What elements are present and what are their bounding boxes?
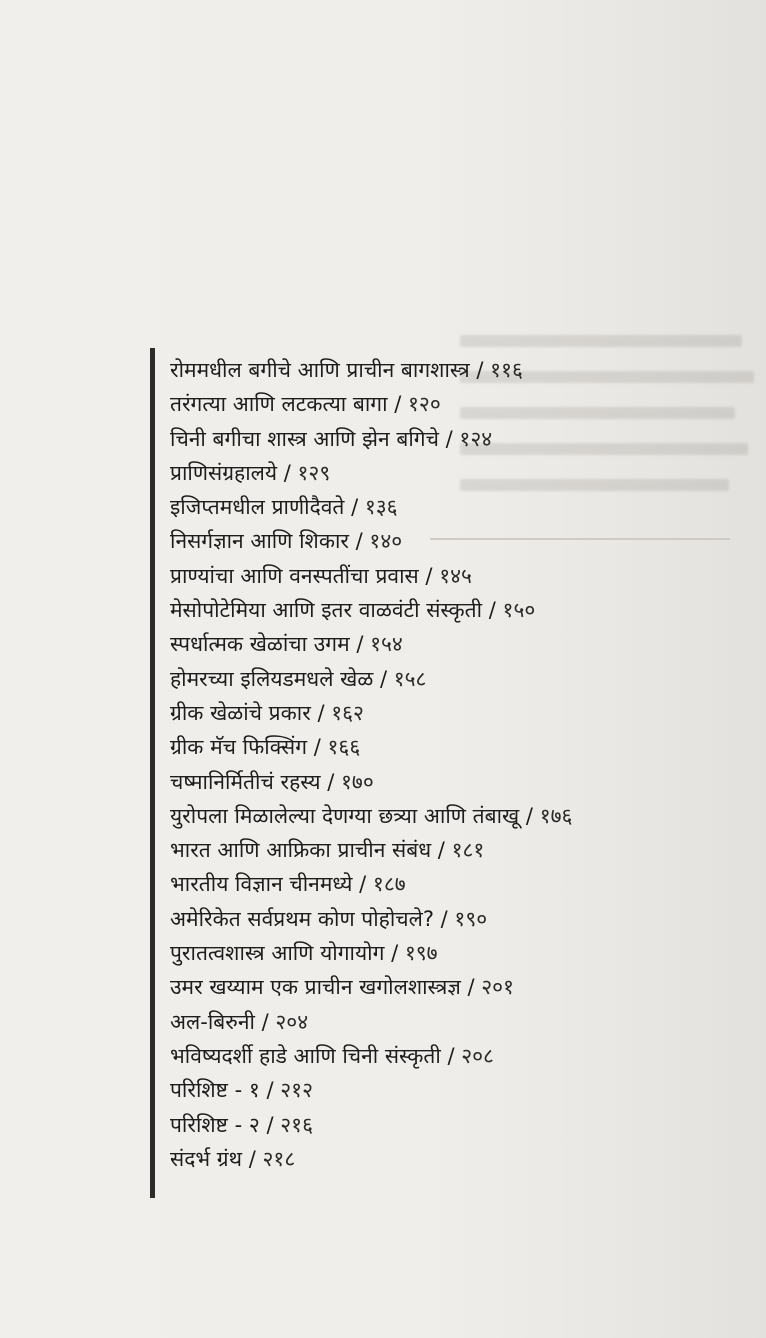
toc-entry-page: १६२ [331,700,364,725]
toc-entry-title: संदर्भ ग्रंथ [170,1146,243,1171]
toc-entry-page: २०४ [275,1009,309,1034]
toc-entry-page: ११६ [490,358,523,382]
toc-entry-title: अमेरिकेत सर्वप्रथम कोण पोहोचले? [170,906,434,931]
toc-entry-title: ग्रीक मॅच फिक्सिंग [170,735,308,760]
toc-entry: संदर्भ ग्रंथ / २१८ [170,1146,296,1171]
toc-entry-page: १२४ [459,426,493,451]
toc-entry-title: ग्रीक खेळांचे प्रकार [170,700,311,725]
toc-entry: ग्रीक मॅच फिक्सिंग / १६६ [170,735,361,760]
toc-entry-page: १६६ [327,735,361,760]
toc-entry-title: युरोपला मिळालेल्या देणग्या छत्र्या आणि तंबाखू [170,803,520,828]
toc-entry-title: इजिप्तमधील प्राणीदैवते [170,495,345,520]
toc-entry: ग्रीक खेळांचे प्रकार / १६२ [170,700,364,725]
toc-entry-title: प्राण्यांचा आणि वनस्पतींचा प्रवास [170,563,419,588]
toc-entry-title: तरंगत्या आणि लटकत्या बागा [170,392,388,417]
toc-entry-title: स्पर्धात्मक खेळांचा उगम [170,632,350,657]
toc-entry: मेसोपोटेमिया आणि इतर वाळवंटी संस्कृती / १५० [170,598,536,623]
toc-entry: भारतीय विज्ञान चीनमध्ये / १८७ [170,872,406,897]
toc-entry-page: २१२ [280,1078,313,1103]
toc-entry-title: प्राणिसंग्रहालये [170,460,278,485]
toc-entry: होमरच्या इलियडमधले खेळ / १५८ [170,666,427,691]
toc-entry-page: १८७ [372,872,406,897]
toc-entry-page: १९० [454,906,488,931]
toc-entry: चिनी बगीचा शास्त्र आणि झेन बगिचे / १२४ [170,426,493,451]
toc-entry: अल-बिरुनी / २०४ [170,1009,309,1034]
toc-entry: तरंगत्या आणि लटकत्या बागा / १२० [170,392,441,417]
toc-entry-title: परिशिष्ट - १ [170,1078,260,1103]
toc-entry-title: मेसोपोटेमिया आणि इतर वाळवंटी संस्कृती [170,598,483,623]
toc-entry: रोममधील बगीचे आणि प्राचीन बागशास्त्र / ११६ [170,358,523,382]
toc-entry-title: रोममधील बगीचे आणि प्राचीन बागशास्त्र [170,358,470,382]
toc-entry-title: पुरातत्वशास्त्र आणि योगायोग [170,941,385,966]
toc-entry-title: होमरच्या इलियडमधले खेळ [170,666,374,691]
toc-entry-page: १७० [341,769,374,794]
toc-entry: इजिप्तमधील प्राणीदैवते / १३६ [170,495,398,520]
toc-entry-title: उमर खय्याम एक प्राचीन खगोलशास्त्रज्ञ [170,975,461,1000]
toc-entry-page: २०१ [481,975,514,1000]
toc-entry-page: १५० [502,598,536,623]
toc-entry-title: भारतीय विज्ञान चीनमध्ये [170,872,353,897]
toc-entry-title: भविष्यदर्शी हाडे आणि चिनी संस्कृती [170,1043,441,1068]
toc-entry: निसर्गज्ञान आणि शिकार / १४० [170,529,403,554]
toc-entry-page: १२० [408,392,441,417]
toc-entry-page: १३६ [364,495,398,520]
toc-entry-page: १५४ [370,632,403,657]
toc-entry-title: चष्मानिर्मितीचं रहस्य [170,769,321,794]
toc-entry: युरोपला मिळालेल्या देणग्या छत्र्या आणि तंबाखू / १७६ [170,803,573,828]
table-of-contents [170,353,572,1176]
toc-entry: पुरातत्वशास्त्र आणि योगायोग / १९७ [170,941,438,966]
toc-entry-page: १५८ [393,666,427,691]
toc-entry-page: १४० [369,529,403,554]
toc-entry-title: निसर्गज्ञान आणि शिकार [170,529,349,554]
toc-entry-title: भारत आणि आफ्रिका प्राचीन संबंध [170,838,432,863]
toc-entry: भारत आणि आफ्रिका प्राचीन संबंध / १८१ [170,838,485,863]
toc-margin-rule [150,348,155,1198]
toc-entry: भविष्यदर्शी हाडे आणि चिनी संस्कृती / २०८ [170,1043,494,1068]
toc-entry: परिशिष्ट - २ / २१६ [170,1112,313,1137]
toc-entry-page: १२९ [297,460,331,485]
toc-entry-page: १९७ [404,941,438,966]
toc-entry-title: परिशिष्ट - २ [170,1112,260,1137]
toc-entry-page: १४५ [439,563,472,588]
toc-entry-title: चिनी बगीचा शास्त्र आणि झेन बगिचे [170,426,439,451]
toc-entry-page: १७६ [539,803,573,828]
toc-entry-page: २०८ [461,1043,494,1068]
toc-entry-page: २१६ [280,1112,313,1137]
toc-entry-page: २१८ [262,1146,296,1171]
toc-entry: प्राण्यांचा आणि वनस्पतींचा प्रवास / १४५ [170,563,472,588]
toc-entry: प्राणिसंग्रहालये / १२९ [170,460,331,485]
toc-entry: उमर खय्याम एक प्राचीन खगोलशास्त्रज्ञ / २०१ [170,975,514,1000]
toc-entry-page: १८१ [451,838,485,863]
toc-entry: स्पर्धात्मक खेळांचा उगम / १५४ [170,632,403,657]
toc-entry: परिशिष्ट - १ / २१२ [170,1078,313,1103]
toc-entry-title: अल-बिरुनी [170,1009,255,1034]
toc-entry: अमेरिकेत सर्वप्रथम कोण पोहोचले? / १९० [170,906,488,931]
toc-entry: चष्मानिर्मितीचं रहस्य / १७० [170,769,374,794]
